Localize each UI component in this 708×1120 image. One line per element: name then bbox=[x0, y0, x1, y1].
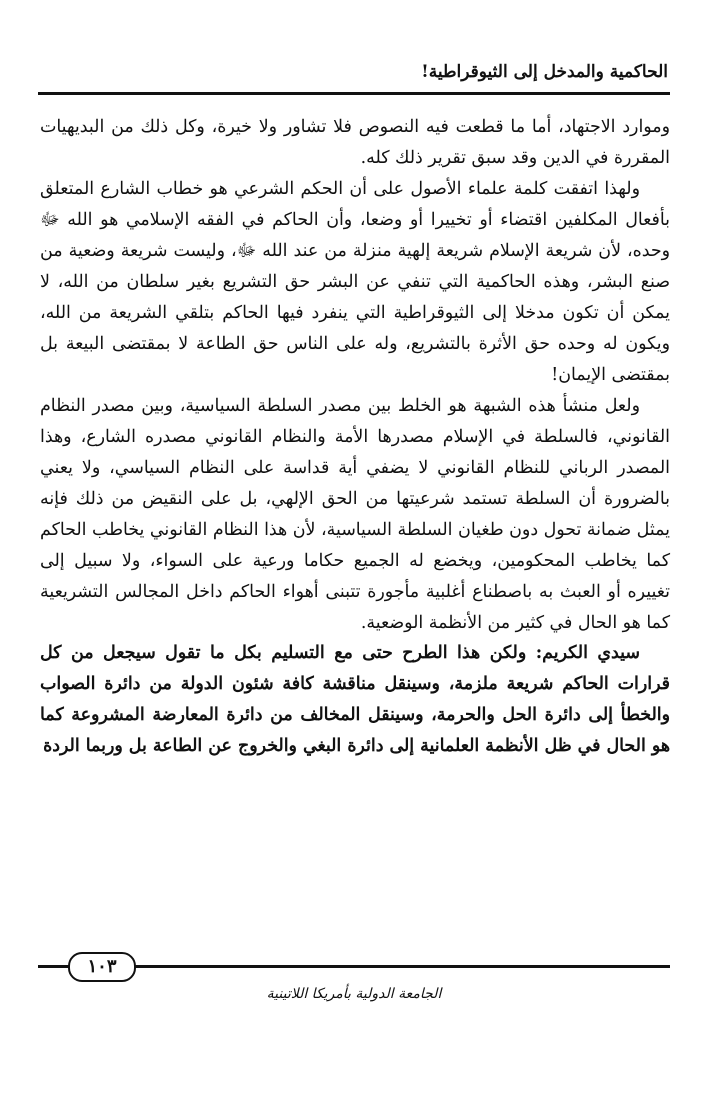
page-number-badge: ١٠٣ bbox=[68, 952, 136, 982]
footer-publisher-caption: الجامعة الدولية بأمريكا اللاتينية bbox=[266, 986, 442, 1002]
header-divider bbox=[38, 92, 670, 95]
page-body bbox=[40, 112, 670, 762]
paragraph-2: ولهذا اتفقت كلمة علماء الأصول على أن الحكم الشرعي هو خطاب الشارع المتعلق بأفعال المكلفين اقتضاء أو تخييرا أو وضعا، وأن الحاكم في الفقه الإسلامي هو الله ﷻ وحده، لأن شريعة الإسلام شريعة إلهية منزلة من عند الله ﷻ، وليست شريعة وضعية من صنع البشر، وهذه الحاكمية التي تنفي عن البشر حق التشريع بغير سلطان من الله، لا يمكن أن تكون مدخلا إلى الثيوقراطية التي ينفرد فيها الحاكم بتلقي الشريعة من الله، ويكون له وحده حق الأثرة بالتشريع، وله على الناس حق الطاعة لا بمقتضى البيعة بل بمقتضى الإيمان! bbox=[40, 178, 670, 385]
paragraph-1: وموارد الاجتهاد، أما ما قطعت فيه النصوص فلا تشاور ولا خيرة، وكل ذلك من البديهيات المقررة في الدين وقد سبق تقرير ذلك كله. bbox=[40, 117, 670, 168]
paragraph-4: سيدي الكريم: ولكن هذا الطرح حتى مع التسليم بكل ما تقول سيجعل من كل قرارات الحاكم شريعة ملزمة، وسينقل مناقشة كافة شئون الدولة من دائرة الصواب والخطأ إلى دائرة الحل والحرمة، وسينقل المخالف من دائرة المعارضة المشروعة كما هو الحال في ظل الأنظمة العلمانية إلى دائرة البغي والخروج عن الطاعة بل وربما الردة bbox=[40, 643, 670, 757]
page-footer bbox=[38, 946, 670, 986]
running-header-title: الحاكمية والمدخل إلى الثيوقراطية! bbox=[421, 62, 668, 82]
paragraph-3: ولعل منشأ هذه الشبهة هو الخلط بين مصدر السلطة السياسية، وبين مصدر النظام القانوني، فالسلطة في الإسلام مصدرها الأمة والنظام القانوني مصدره الشارع، وهذا المصدر الرباني للنظام القانوني لا يضفي أية قداسة على النظام السياسي، ولا يعني بالضرورة أن السلطة تستمد شرعيتها من الحق الإلهي، بل على النقيض من ذلك فإنه يمثل ضمانة تحول دون طغيان السلطة السياسية، لأن هذا النظام القانوني يخاطب الحاكم كما يخاطب المحكومين، ويخضع له الجميع حكاما ورعية على السواء، ولا سبيل إلى تغييره أو العبث به باصطناع أغلبية مأجورة تتبنى أهواء الحاكم داخل المجالس التشريعية كما هو الحال في كثير من الأنظمة الوضعية. bbox=[40, 395, 670, 633]
